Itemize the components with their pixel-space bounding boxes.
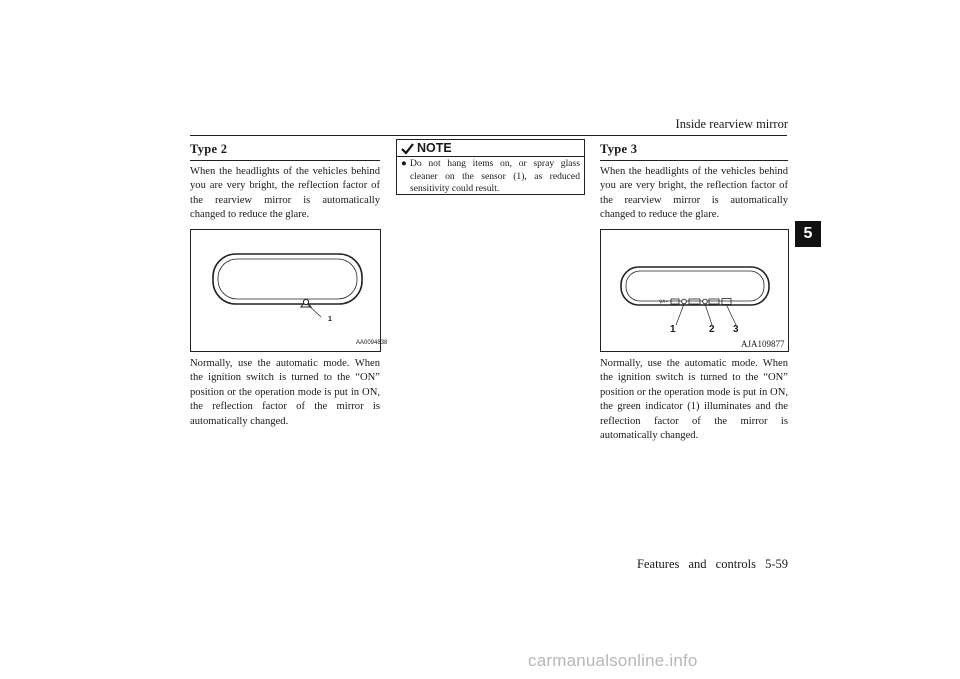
type3-intro: When the headlights of the vehicles behind you are very bright, the reflection factor of the rearview mirror is automatically changed to reduce the glare. <box>600 166 788 221</box>
type2-rule <box>190 160 380 161</box>
type3-callout-2: 2 <box>709 324 715 335</box>
type3-body: Normally, use the automatic mode. When the ignition switch is turned to the “ON” position or the operation mode is put in ON, the green indicator (1) illuminates and the reflection factor of the mirror is automatically changed. <box>600 358 788 442</box>
type3-title: Type 3 <box>600 142 638 156</box>
type3-callout-1: 1 <box>670 324 676 335</box>
type3-figure <box>600 229 789 352</box>
footer-page-number: 5-59 <box>765 557 788 571</box>
check-icon <box>401 142 414 155</box>
running-header: Inside rearview mirror <box>675 117 788 131</box>
type3-figure-id: AJA109877 <box>741 339 785 349</box>
page-footer <box>637 557 788 572</box>
note-header <box>401 141 452 155</box>
note-divider <box>397 156 584 157</box>
header-rule <box>190 135 787 136</box>
watermark: carmanualsonline.info <box>528 651 698 670</box>
note-item <box>401 158 580 196</box>
note-label: NOTE <box>417 141 452 155</box>
type2-figure-id: AA0094838 <box>356 340 388 346</box>
bullet-icon: ● <box>401 158 407 169</box>
type2-callout-1: 1 <box>328 316 332 323</box>
type2-mirror-illustration <box>191 230 380 351</box>
type3-rule <box>600 160 788 161</box>
svg-text:♀A•: ♀A• <box>659 300 669 305</box>
type2-title: Type 2 <box>190 142 228 156</box>
type2-figure <box>190 229 388 352</box>
type3-mirror-illustration <box>601 230 788 351</box>
chapter-tab: 5 <box>795 221 821 247</box>
type2-body: Normally, use the automatic mode. When the ignition switch is turned to the “ON” position or the operation mode is put in ON, the reflection factor of the mirror is automatically changed. <box>190 358 380 427</box>
note-text: Do not hang items on, or spray glass cleaner on the sensor (1), as reduced sensitivity could result. <box>410 158 580 194</box>
note-box <box>396 139 585 195</box>
type2-intro: When the headlights of the vehicles behind you are very bright, the reflection factor of the rearview mirror is automatically changed to reduce the glare. <box>190 166 380 221</box>
footer-section: Features and controls <box>637 557 756 571</box>
type3-callout-3: 3 <box>733 324 739 335</box>
